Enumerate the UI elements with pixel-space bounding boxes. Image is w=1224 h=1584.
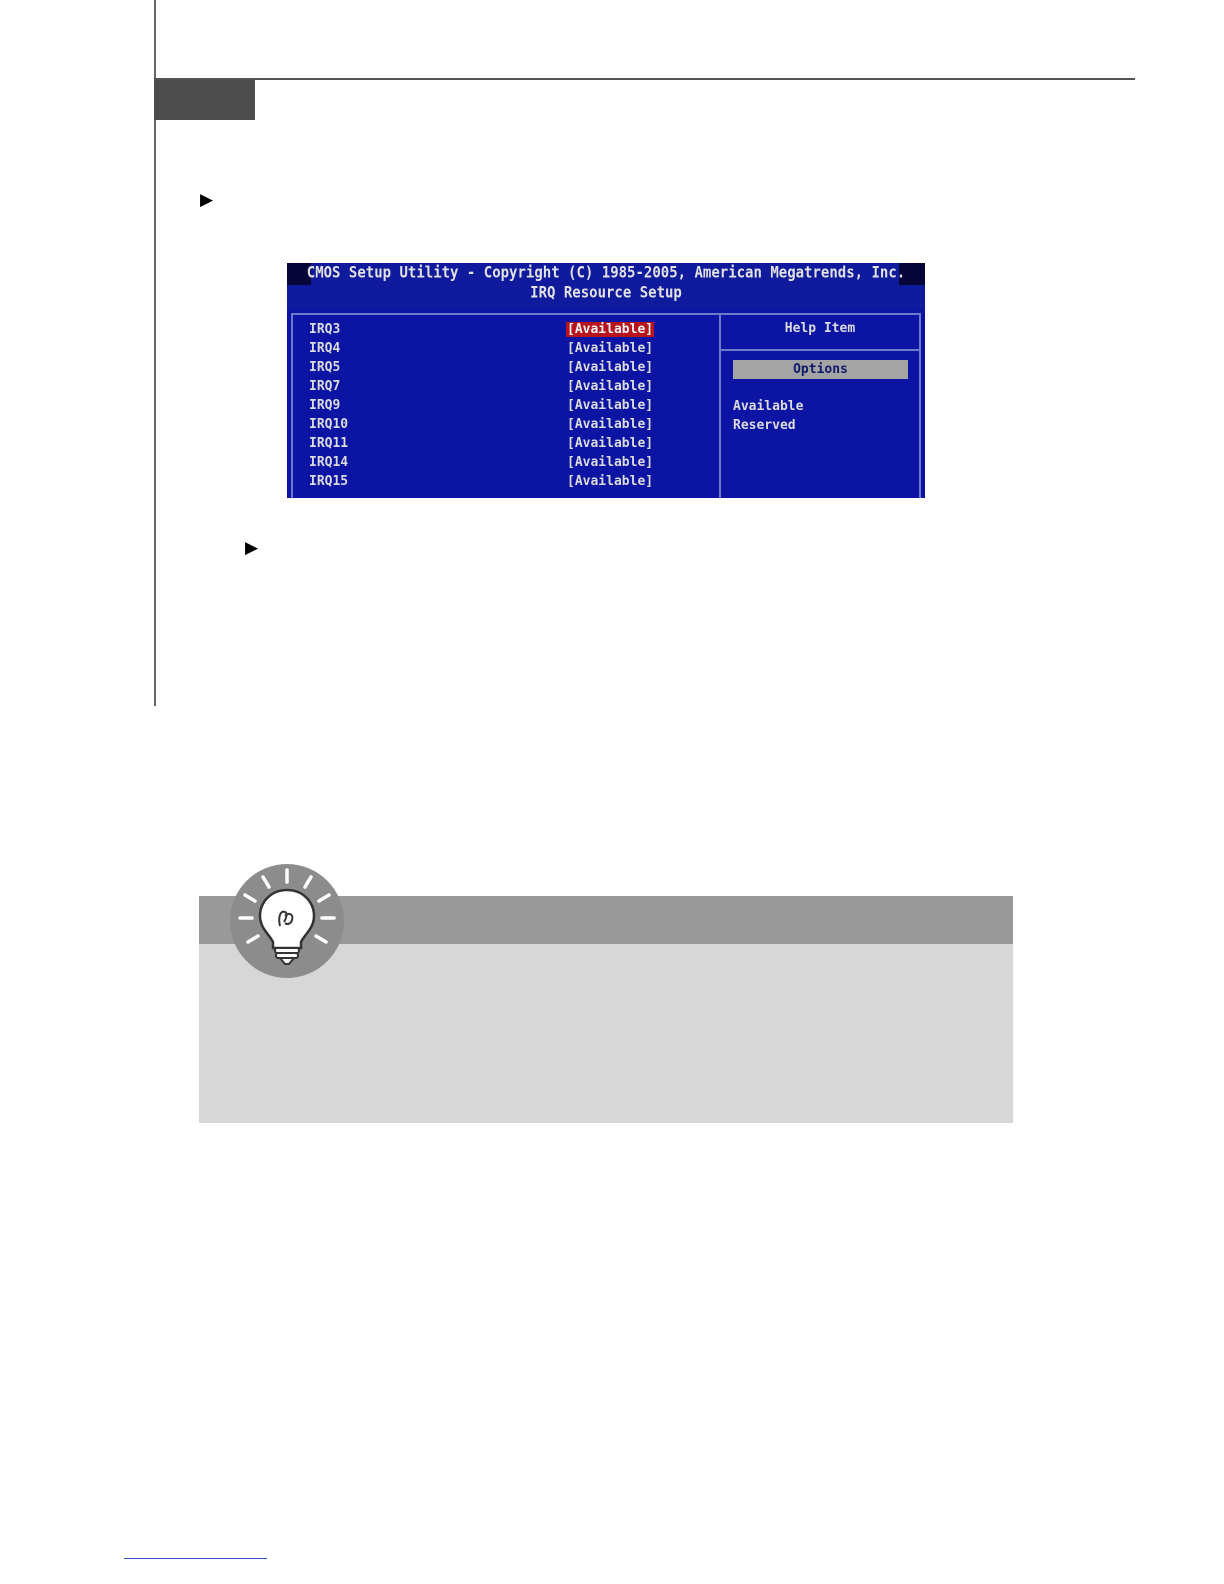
bullet-arrow-icon: ▶: [200, 190, 214, 210]
irq-row[interactable]: [287, 341, 719, 360]
irq-name: IRQ10: [309, 417, 349, 432]
bios-header-copyright: CMOS Setup Utility - Copyright (C) 1985-2005, American Megatrends, Inc.: [306, 264, 906, 282]
irq-row[interactable]: [287, 379, 719, 398]
irq-row[interactable]: [287, 417, 719, 436]
irq-row[interactable]: [287, 474, 719, 493]
irq-row[interactable]: [287, 398, 719, 417]
irq-value[interactable]: [Available]: [567, 398, 654, 413]
irq-name: IRQ4: [309, 341, 341, 356]
bios-header-page-title: IRQ Resource Setup: [530, 284, 682, 302]
irq-name: IRQ5: [309, 360, 341, 375]
bios-screenshot: [287, 263, 925, 498]
irq-name: IRQ7: [309, 379, 341, 394]
irq-value[interactable]: [Available]: [567, 436, 654, 451]
irq-row[interactable]: [287, 455, 719, 474]
irq-name: IRQ3: [309, 322, 341, 337]
bullet-arrow-icon: ▶: [245, 538, 259, 558]
irq-name: IRQ9: [309, 398, 341, 413]
irq-value[interactable]: [Available]: [567, 455, 654, 470]
chapter-tab-block: [154, 80, 255, 120]
footer-rule: [124, 1558, 267, 1559]
irq-row[interactable]: [287, 322, 719, 341]
irq-row[interactable]: [287, 360, 719, 379]
irq-value[interactable]: [Available]: [567, 379, 654, 394]
header-horizontal-rule: [154, 78, 1135, 80]
bios-title-bar: [287, 263, 925, 309]
help-divider: [721, 349, 919, 351]
irq-value-selected[interactable]: [Available]: [567, 322, 654, 337]
irq-name: IRQ15: [309, 474, 349, 489]
help-option: Reserved: [733, 418, 796, 433]
irq-name: IRQ14: [309, 455, 349, 470]
options-label-bar: Options: [733, 360, 908, 379]
irq-name: IRQ11: [309, 436, 349, 451]
bios-panel-divider: [719, 313, 721, 498]
irq-value[interactable]: [Available]: [567, 417, 654, 432]
help-option: Available: [733, 399, 804, 414]
help-item-title: Help Item: [784, 321, 856, 336]
irq-value[interactable]: [Available]: [567, 360, 654, 375]
lightbulb-icon: [228, 862, 346, 980]
irq-value[interactable]: [Available]: [567, 474, 654, 489]
irq-value[interactable]: [Available]: [567, 341, 654, 356]
irq-row[interactable]: [287, 436, 719, 455]
